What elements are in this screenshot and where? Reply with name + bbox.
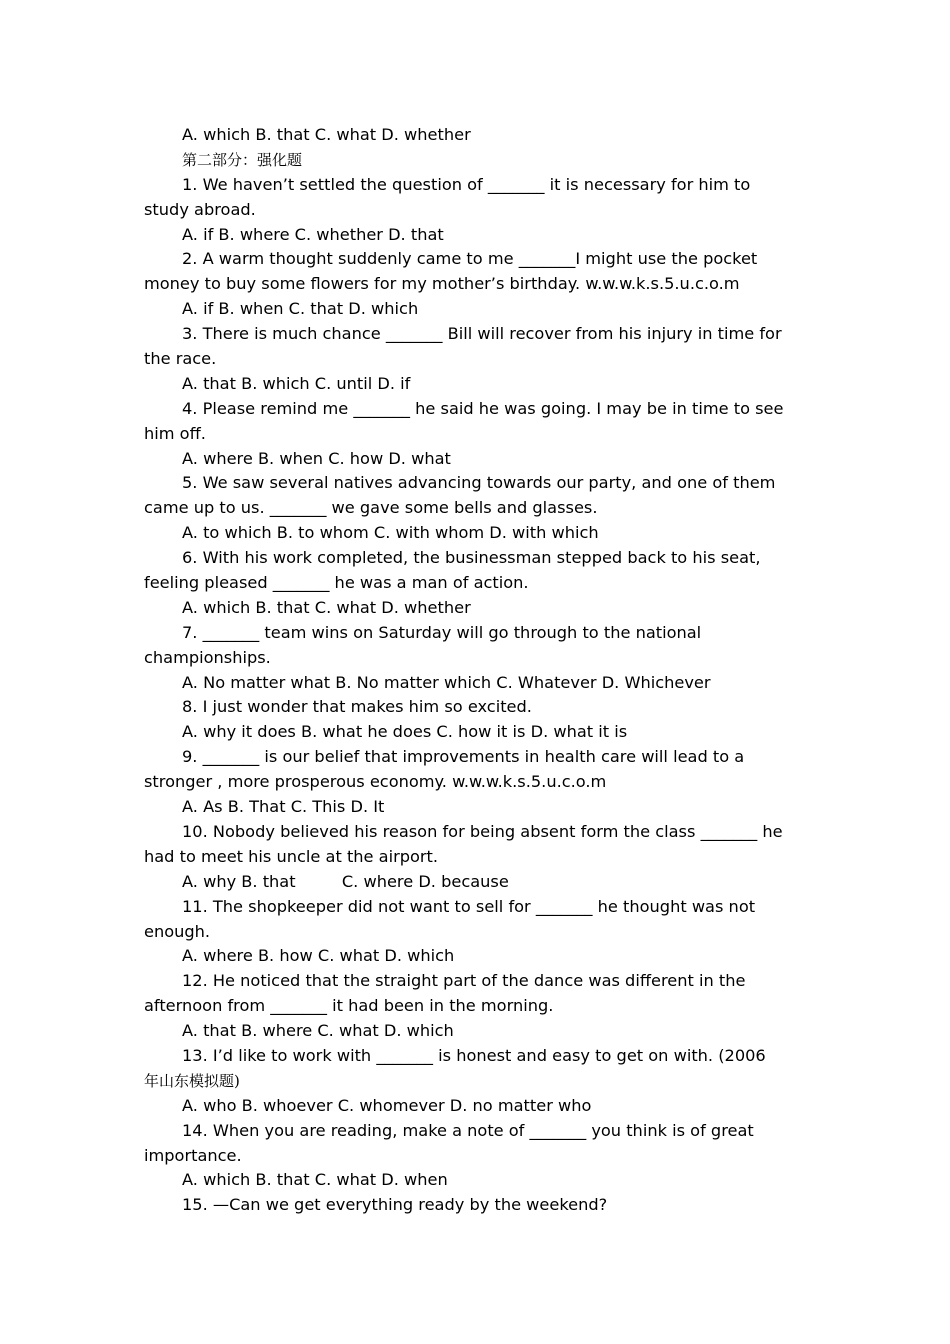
text-line: 14. When you are reading, make a note of _______ you think is of great <box>182 1120 754 1140</box>
text-line: A. As B. That C. This D. It <box>182 797 385 817</box>
text-line: championships. <box>144 647 271 667</box>
text-line: 10. Nobody believed his reason for being absent form the class _______ he <box>182 821 783 841</box>
text-line: A. that B. which C. until D. if <box>182 373 411 393</box>
text-line: 2. A warm thought suddenly came to me _______I might use the pocket <box>182 249 758 269</box>
section-heading: 年山东模拟题) <box>144 1071 240 1090</box>
document-page <box>144 123 812 1218</box>
text-line: the race. <box>144 349 217 369</box>
text-line: 11. The shopkeeper did not want to sell for _______ he thought was not <box>182 896 756 916</box>
text-line: A. to which B. to whom C. with whom D. with which <box>182 523 599 543</box>
text-line: him off. <box>144 423 206 443</box>
text-line: stronger , more prosperous economy. w.w.w.k.s.5.u.c.o.m <box>144 772 607 792</box>
text-line: A. who B. whoever C. whomever D. no matter who <box>182 1095 592 1115</box>
text-line: enough. <box>144 921 211 941</box>
text-line: A. No matter what B. No matter which C. Whatever D. Whichever <box>182 672 711 692</box>
text-line: 15. —Can we get everything ready by the weekend? <box>182 1195 608 1215</box>
text-line: A. why it does B. what he does C. how it is D. what it is <box>182 722 628 742</box>
text-line: 1. We haven’t settled the question of _______ it is necessary for him to <box>182 174 751 194</box>
text-line: A. where B. when C. how D. what <box>182 448 451 468</box>
text-line: 8. I just wonder that makes him so excited. <box>182 697 532 717</box>
text-line: A. which B. that C. what D. whether <box>182 125 471 144</box>
text-line: 5. We saw several natives advancing towards our party, and one of them <box>182 473 776 493</box>
text-line: 12. He noticed that the straight part of the dance was different in the <box>182 971 746 991</box>
text-line: afternoon from _______ it had been in the morning. <box>144 996 554 1016</box>
text-line: A. where B. how C. what D. which <box>182 946 455 966</box>
text-line: A. if B. when C. that D. which <box>182 299 419 319</box>
text-line: had to meet his uncle at the airport. <box>144 846 439 866</box>
text-line: 4. Please remind me _______ he said he was going. I may be in time to see <box>182 398 784 418</box>
section-heading: 第二部分：强化题 <box>182 150 303 169</box>
text-line: money to buy some flowers for my mother’s birthday. w.w.w.k.s.5.u.c.o.m <box>144 274 740 294</box>
text-line: A. why B. that C. where D. because <box>182 871 509 891</box>
text-line: A. if B. where C. whether D. that <box>182 224 444 244</box>
text-line: 7. _______ team wins on Saturday will go through to the national <box>182 622 702 642</box>
text-line: came up to us. _______ we gave some bells and glasses. <box>144 498 598 518</box>
text-line: importance. <box>144 1145 242 1165</box>
text-line: 6. With his work completed, the businessman stepped back to his seat, <box>182 548 761 568</box>
text-line: 13. I’d like to work with _______ is honest and easy to get on with. (2006 <box>182 1045 766 1065</box>
text-line: 3. There is much chance _______ Bill will recover from his injury in time for <box>182 324 782 344</box>
text-line: feeling pleased _______ he was a man of action. <box>144 573 529 593</box>
text-line: A. which B. that C. what D. when <box>182 1170 448 1190</box>
text-line: A. which B. that C. what D. whether <box>182 597 471 617</box>
text-line: study abroad. <box>144 199 256 219</box>
text-line: A. that B. where C. what D. which <box>182 1021 454 1041</box>
text-line: 9. _______ is our belief that improvements in health care will lead to a <box>182 747 745 767</box>
